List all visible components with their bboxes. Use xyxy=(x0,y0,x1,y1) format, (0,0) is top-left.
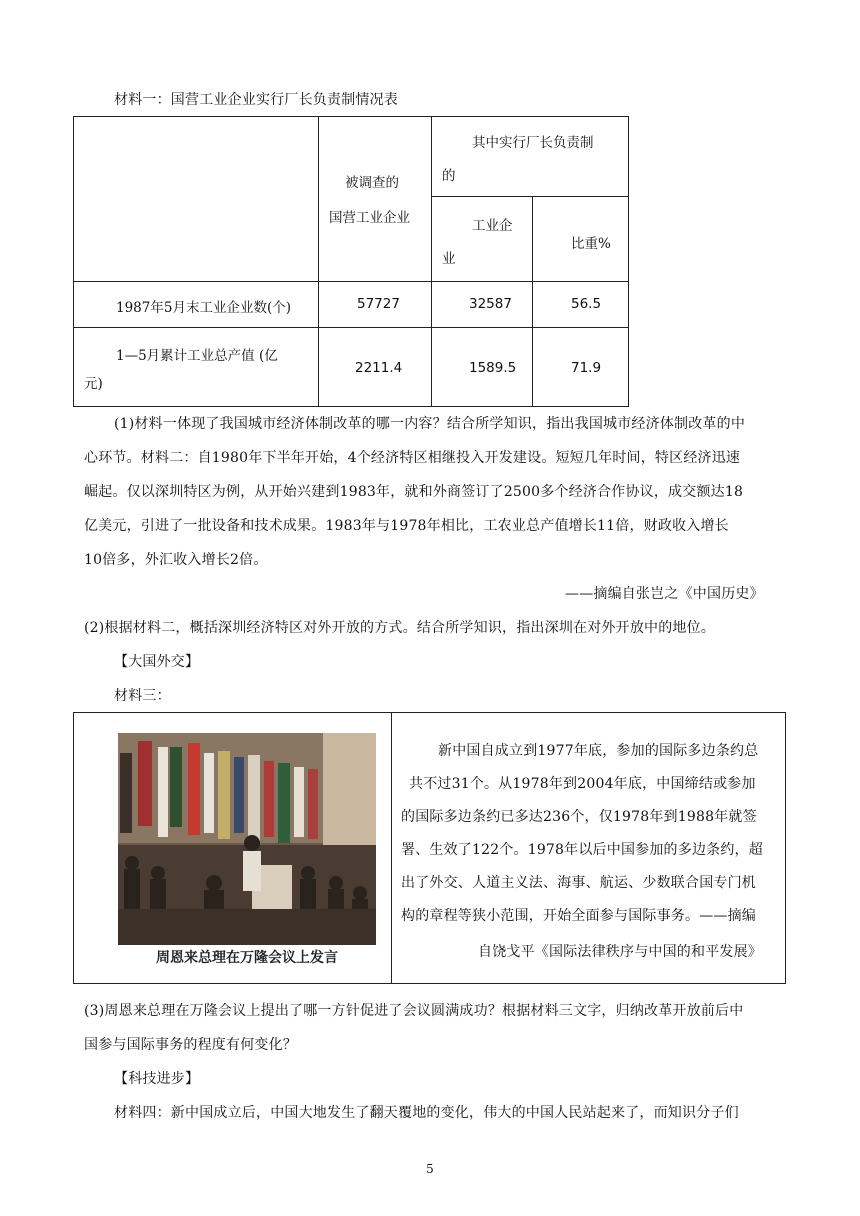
q1-line: 亿美元，引进了一批设备和技术成果。1983年与1978年相比，工农业总产值增长11倍，财政收入增长 xyxy=(84,518,729,534)
q1-line: 10倍多，外汇收入增长2倍。 xyxy=(84,552,268,568)
cell-value: 2211.4 xyxy=(355,360,403,376)
material3-line: 署、生效了122个。1978年以后中国参加的多边条约，超 xyxy=(401,842,763,858)
table-row xyxy=(74,328,629,407)
table-header-enterprise xyxy=(432,197,533,282)
cell-value: 32587 xyxy=(469,296,512,312)
material3-line: 构的章程等狭小范围，开始全面参与国际事务。——摘编 xyxy=(401,908,756,924)
cell-value: 1589.5 xyxy=(469,360,517,376)
table-header-ratio xyxy=(533,197,629,282)
material3-line: 出了外交、人道主义法、海事、航运、少数联合国专门机 xyxy=(401,875,756,891)
material3-label: 材料三： xyxy=(114,688,171,704)
table-row xyxy=(74,282,629,328)
cell-value: 56.5 xyxy=(571,296,602,312)
header-line: 工业企 xyxy=(472,218,513,234)
table-cell xyxy=(74,282,319,328)
photo-caption: 周恩来总理在万隆会议上发言 xyxy=(156,950,338,966)
row-label: 1—5月累计工业总产值 (亿 xyxy=(116,348,278,364)
source-attribution: ——摘编自张岂之《中国历史》 xyxy=(565,586,764,602)
material3-line: 的国际多边条约已多达236个，仅1978年到1988年就签 xyxy=(401,809,757,825)
box-divider xyxy=(391,713,392,983)
q1-line: 心环节。材料二：自1980年下半年开始，4个经济特区相继投入开发建设。短短几年时间，特区经济迅速 xyxy=(84,450,741,466)
q2-line: (2)根据材料二，概括深圳经济特区对外开放的方式。结合所学知识，指出深圳在对外开放中的地位。 xyxy=(84,620,716,636)
material4-line: 材料四：新中国成立后，中国大地发生了翻天覆地的变化，伟大的中国人民站起来了，而知识分子们 xyxy=(114,1105,739,1121)
q3-line: (3)周恩来总理在万隆会议上提出了哪一方针促进了会议圆满成功？根据材料三文字，归纳改革开放前后中 xyxy=(84,1003,744,1019)
table-header-empty xyxy=(74,117,319,282)
header-line: 被调查的 xyxy=(345,175,399,191)
material3-line: 新中国自成立到1977年底，参加的国际多边条约总 xyxy=(438,743,759,759)
table-header-surveyed xyxy=(319,117,432,282)
table-cell xyxy=(533,328,629,407)
page-number: 5 xyxy=(426,1162,434,1176)
factory-director-table xyxy=(73,116,629,407)
header-line: 业 xyxy=(442,251,456,267)
table-cell xyxy=(319,282,432,328)
header-line: 的 xyxy=(442,168,456,184)
q1-line: 崛起。仅以深圳特区为例，从开始兴建到1983年，就和外商签订了2500多个经济合作协议，成交额达18 xyxy=(84,484,744,500)
section-heading: 【大国外交】 xyxy=(114,654,200,670)
cell-value: 57727 xyxy=(357,296,400,312)
header-line: 其中实行厂长负责制 xyxy=(472,135,594,151)
q1-line: (1)材料一体现了我国城市经济体制改革的哪一内容？结合所学知识，指出我国城市经济体制改革的中 xyxy=(114,416,746,432)
table-cell xyxy=(432,328,533,407)
material3-line: 共不过31个。从1978年到2004年底，中国缔结或参加 xyxy=(409,776,756,792)
cell-value: 71.9 xyxy=(571,360,602,376)
material1-title: 材料一：国营工业企业实行厂长负责制情况表 xyxy=(114,92,398,108)
row-label: 元) xyxy=(84,376,103,392)
table-cell xyxy=(533,282,629,328)
q3-line: 国参与国际事务的程度有何变化？ xyxy=(84,1037,297,1053)
header-line: 国营工业企业 xyxy=(329,210,410,226)
header-line: 比重% xyxy=(571,236,611,252)
table-header-group xyxy=(432,117,629,197)
material3-line: 自饶戈平《国际法律秩序与中国的和平发展》 xyxy=(478,944,762,960)
table-cell xyxy=(432,282,533,328)
section-heading: 【科技进步】 xyxy=(114,1071,200,1087)
row-label: 1987年5月末工业企业数(个) xyxy=(116,300,291,316)
table-cell xyxy=(74,328,319,407)
table-cell xyxy=(319,328,432,407)
bandung-conference-photo xyxy=(118,733,376,945)
